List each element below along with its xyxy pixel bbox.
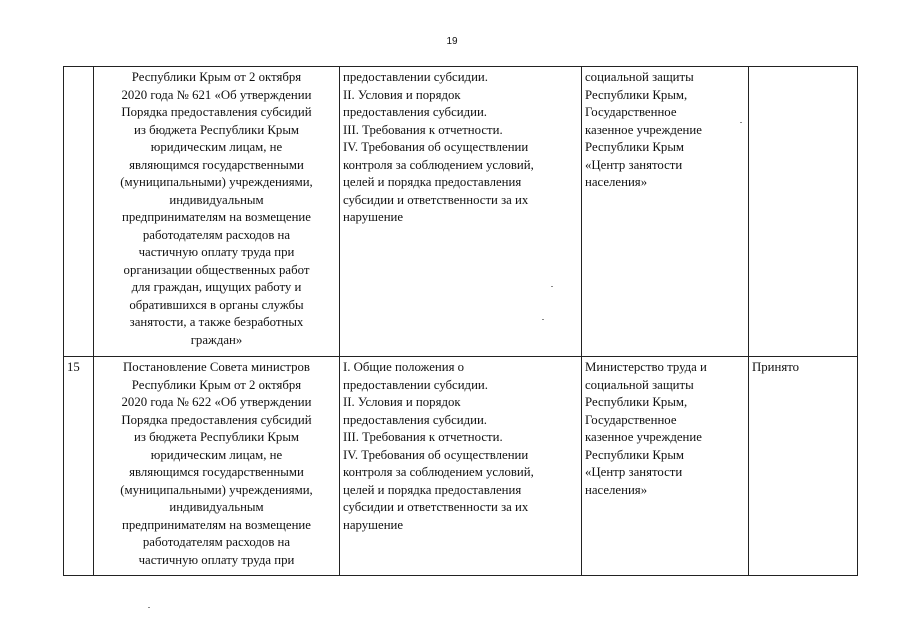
- sections-cell: [340, 67, 582, 357]
- sections-cell: [340, 357, 582, 576]
- row-number: 15: [67, 360, 80, 374]
- status-cell: [749, 67, 858, 357]
- row-number-cell: [64, 67, 94, 357]
- responsible-cell: [582, 67, 749, 357]
- responsible-text: Министерство труда и социальной защиты Республики Крым, Государственное казенное учреждение Республики Крым «Центр занятости населения»: [585, 360, 707, 497]
- scan-speck: [740, 122, 742, 123]
- scan-speck: [542, 319, 544, 320]
- sections-text: I. Общие положения о предоставлении субсидии. II. Условия и порядок предоставления субсидии. III. Требования к отчетности. IV. Требования об осуществлении контроля за соблюдением условий, целей и порядка предоставления субсидии и ответственности за их нарушение: [343, 360, 534, 532]
- document-title: Постановление Совета министров Республики Крым от 2 октября 2020 года № 622 «Об утверждении Порядка предоставления субсидий из бюджета Республики Крым юридическим лицам, не являющимся государственными (муниципальными) учреждениями, индивидуальным предпринимателям на возмещение работодателям расходов на частичную оплату труда при: [120, 360, 313, 567]
- row-number-cell: [64, 357, 94, 576]
- table-row: [64, 357, 858, 576]
- scan-speck: [148, 607, 150, 608]
- document-cell: [94, 67, 340, 357]
- responsible-text: социальной защиты Республики Крым, Государственное казенное учреждение Республики Крым «Центр занятости населения»: [585, 70, 702, 189]
- scan-speck: [551, 286, 553, 287]
- page-number: 19: [446, 36, 458, 47]
- table-row: [64, 67, 858, 357]
- status-cell: [749, 357, 858, 576]
- document-table: [63, 66, 858, 576]
- sections-text: предоставлении субсидии. II. Условия и порядок предоставления субсидии. III. Требования к отчетности. IV. Требования об осуществлении контроля за соблюдением условий, целей и порядка предоставления субсидии и ответственности за их нарушение: [343, 70, 534, 224]
- responsible-cell: [582, 357, 749, 576]
- document-title: Республики Крым от 2 октября 2020 года № 621 «Об утверждении Порядка предоставления субсидий из бюджета Республики Крым юридическим лицам, не являющимся государственными (муниципальными) учреждениями, индивидуальным предпринимателям на возмещение работодателям расходов на частичную оплату труда при организации общественных работ для граждан, ищущих работу и обратившихся в органы службы занятости, а также безработных граждан»: [120, 70, 313, 347]
- status-text: Принято: [752, 360, 800, 374]
- document-cell: [94, 357, 340, 576]
